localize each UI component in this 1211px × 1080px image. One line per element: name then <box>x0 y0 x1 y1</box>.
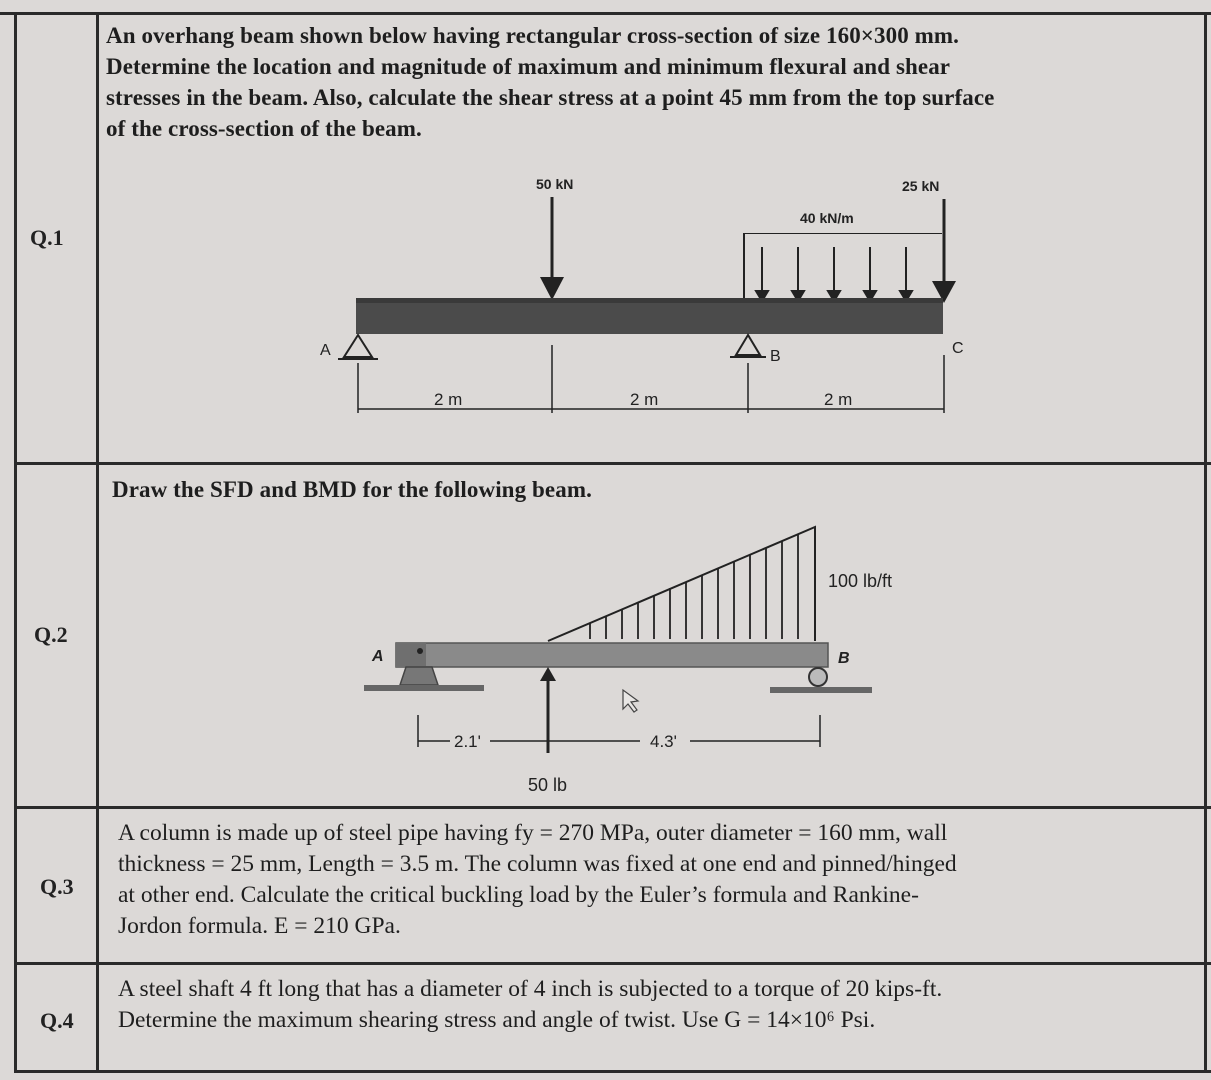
q2-pin-a <box>417 648 423 654</box>
question-label-q4: Q.4 <box>40 1008 74 1033</box>
q2-load-max-label: 100 lb/ft <box>828 571 893 591</box>
q2-point-load-arrowhead <box>540 667 556 681</box>
row-divider-q1-q2 <box>14 462 1211 465</box>
q1-support-a-label: A <box>320 342 331 359</box>
mouse-cursor-icon <box>623 690 638 712</box>
q2-support-a <box>400 667 438 685</box>
table-border-right <box>1204 12 1207 1073</box>
q3-line-2: thickness = 25 mm, Length = 3.5 m. The column was fixed at one end and pinned/hinged <box>118 851 957 877</box>
q1-end-c-label: C <box>952 340 964 357</box>
q2-beam-end-a <box>396 643 426 667</box>
question-text-q2 <box>112 474 1192 505</box>
q2-load-arrows <box>590 534 798 639</box>
question-label-q2: Q.2 <box>34 622 68 647</box>
table-border-bottom <box>14 1070 1211 1073</box>
question-label-q1: Q.1 <box>30 225 64 250</box>
q4-line-1: A steel shaft 4 ft long that has a diameter of 4 inch is subjected to a torque of 20 kips-ft. <box>118 976 943 1002</box>
q1-line-1: An overhang beam shown below having rectangular cross-section of size 160×300 mm. <box>106 23 960 48</box>
q1-load-50kn-arrowhead <box>540 277 564 300</box>
table-border-top <box>0 12 1211 15</box>
q2-support-a-ground <box>364 685 484 691</box>
q1-beam <box>356 298 943 334</box>
column-divider <box>96 12 99 1073</box>
q2-support-b-ground <box>770 687 872 693</box>
q3-line-3: at other end. Calculate the critical buckling load by the Euler’s formula and Rankine- <box>118 882 919 908</box>
q2-dim-2-label: 4.3' <box>650 732 677 751</box>
q1-udl-label: 40 kN/m <box>800 210 854 226</box>
q2-line-1: Draw the SFD and BMD for the following beam. <box>112 477 592 502</box>
table-border-left <box>14 12 17 1073</box>
q2-end-a-label: A <box>372 648 384 665</box>
q1-support-b-label: B <box>770 348 781 365</box>
q2-point-load-label: 50 lb <box>528 775 568 795</box>
row-divider-q3-q4 <box>14 962 1211 965</box>
q1-udl-arrows <box>756 247 912 301</box>
q1-span-2-label: 2 m <box>630 390 659 409</box>
question-text-q1 <box>106 20 1196 144</box>
q2-triangular-load <box>548 527 815 641</box>
question-text-q4 <box>118 974 1202 1036</box>
q1-span-3-label: 2 m <box>824 390 853 409</box>
q2-end-b-label: B <box>838 650 850 667</box>
q2-support-b-roller <box>809 668 827 686</box>
q1-udl-block <box>744 233 942 234</box>
q2-beam-figure <box>340 515 960 805</box>
question-label-q3: Q.3 <box>40 874 74 899</box>
q1-support-a <box>344 335 372 357</box>
q3-line-4: Jordon formula. E = 210 GPa. <box>118 913 401 939</box>
q1-line-2: Determine the location and magnitude of maximum and minimum flexural and shear <box>106 54 951 79</box>
q2-beam <box>396 643 828 667</box>
q1-span-1-label: 2 m <box>434 390 463 409</box>
q1-beam-top-edge <box>356 298 943 303</box>
q1-beam-figure <box>300 165 1000 425</box>
q2-dim-1-label: 2.1' <box>454 732 481 751</box>
q1-load-50kn-label: 50 kN <box>536 176 574 192</box>
q3-line-1: A column is made up of steel pipe having fy = 270 MPa, outer diameter = 160 mm, wall <box>118 820 948 846</box>
q1-load-25kn-label: 25 kN <box>902 178 940 194</box>
row-divider-q2-q3 <box>14 806 1211 809</box>
q1-line-4: of the cross-section of the beam. <box>106 116 422 141</box>
q4-line-2: Determine the maximum shearing stress and angle of twist. Use G = 14×10⁶ Psi. <box>118 1007 876 1033</box>
q1-support-b <box>736 335 760 355</box>
q1-line-3: stresses in the beam. Also, calculate the shear stress at a point 45 mm from the top surface <box>106 85 995 110</box>
question-text-q3 <box>118 818 1202 942</box>
